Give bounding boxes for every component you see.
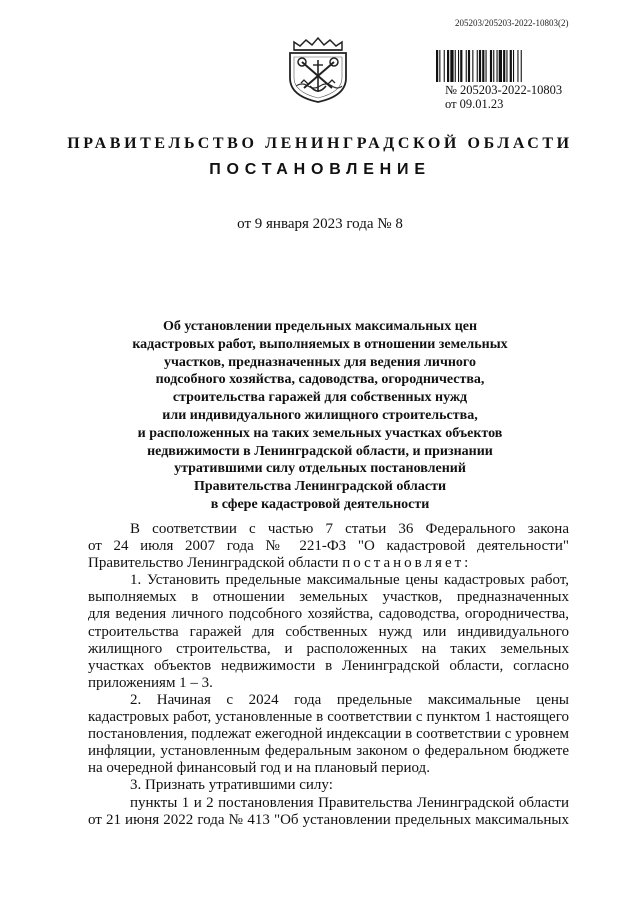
subject-line: и расположенных на таких земельных участках объектов bbox=[137, 425, 503, 441]
decree-body bbox=[88, 521, 569, 829]
decree-subject bbox=[100, 318, 540, 514]
government-title: ПРАВИТЕЛЬСТВО ЛЕНИНГРАДСКОЙ ОБЛАСТИ bbox=[67, 135, 573, 152]
body-line bbox=[88, 555, 569, 572]
subject-line: в сфере кадастровой деятельности bbox=[210, 496, 430, 512]
registration-date: от 09.01.23 bbox=[445, 97, 504, 111]
body-line: от 21 июня 2022 года № 413 "Об установлении предельных максимальных bbox=[88, 811, 569, 828]
body-line: В соответствии с частью 7 статьи 36 Федерального закона bbox=[130, 521, 569, 537]
body-line: на очередной финансовый год и на плановый период. bbox=[88, 760, 430, 777]
registration-number: № 205203-2022-10803 bbox=[445, 83, 563, 97]
body-line: жилищного строительства, и расположенных на таких земельных bbox=[88, 640, 569, 657]
barcode bbox=[435, 50, 570, 82]
body-line: 2. Начиная с 2024 года предельные максимальные цены bbox=[130, 691, 569, 708]
subject-line: строительства гаражей для собственных нужд bbox=[172, 390, 468, 406]
subject-line: недвижимости в Ленинградской области, и признании bbox=[147, 443, 493, 459]
body-line: выполняемых в отношении земельных участков, предназначенных bbox=[88, 589, 569, 606]
body-line: от 24 июля 2007 года № 221-ФЗ "О кадастровой деятельности" bbox=[88, 538, 569, 555]
document-id: 205203/205203-2022-10803(2) bbox=[455, 18, 569, 28]
decree-date-number: от 9 января 2023 года № 8 bbox=[237, 216, 403, 232]
body-line: 3. Признать утратившими силу: bbox=[130, 777, 333, 794]
subject-line: Об установлении предельных максимальных цен bbox=[162, 319, 478, 334]
body-line: строительства гаражей для собственных нужд или индивидуального bbox=[88, 623, 569, 640]
coat-of-arms-icon bbox=[280, 36, 356, 104]
body-text: Правительство Ленинградской области bbox=[88, 555, 339, 572]
subject-line: утратившими силу отдельных постановлений bbox=[174, 461, 466, 477]
body-line: 1. Установить предельные максимальные цены кадастровых работ, bbox=[130, 572, 569, 589]
subject-line: Правительства Ленинградской области bbox=[193, 479, 447, 495]
subject-line: кадастровых работ, выполняемых в отношении земельных bbox=[132, 336, 508, 352]
subject-line: или индивидуального жилищного строительства, bbox=[162, 407, 478, 423]
body-line: пункты 1 и 2 постановления Правительства Ленинградской области bbox=[130, 794, 569, 811]
subject-line: участков, предназначенных для ведения личного bbox=[164, 354, 476, 370]
body-line: кадастровых работ, установленные в соответствии с пунктом 1 настоящего bbox=[88, 709, 569, 726]
body-line: для ведения личного подсобного хозяйства, садоводства, огородничества, bbox=[88, 606, 569, 623]
subject-line: подсобного хозяйства, садоводства, огородничества, bbox=[155, 372, 485, 388]
body-line: постановления, подлежат ежегодной индексации в соответствии с уровнем bbox=[88, 726, 569, 743]
document-type: ПОСТАНОВЛЕНИЕ bbox=[209, 161, 431, 178]
body-line: инфляции, установленным федеральным законом о федеральном бюджете bbox=[88, 743, 569, 760]
decree-verb: постановляет: bbox=[342, 555, 472, 572]
body-line: приложениям 1 – 3. bbox=[88, 674, 213, 691]
body-line: участках объектов недвижимости в Ленинградской области, согласно bbox=[88, 657, 569, 674]
